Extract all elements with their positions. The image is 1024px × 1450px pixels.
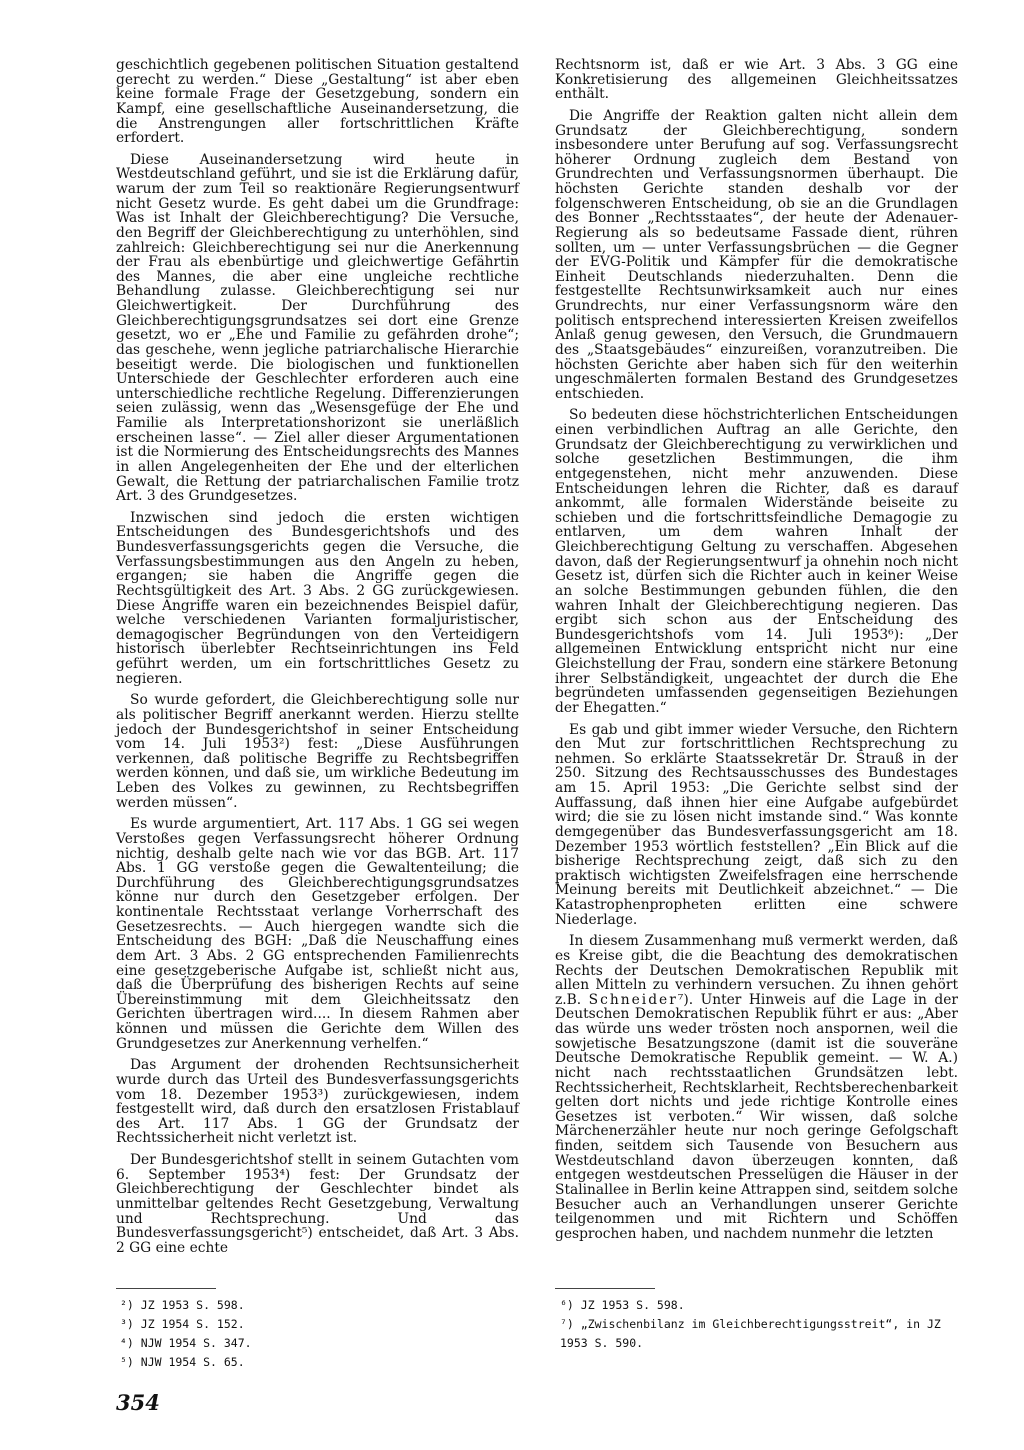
footnote: ²) JZ 1953 S. 598. <box>120 1298 245 1312</box>
paragraph-text: In diesem Zusammenhang muß vermerkt werden, daß es Kreise gibt, die die Beachtung des demokratischen Rechts der Deutschen Demokratischen Republik mit allen Mitteln zu verhindern versuchen. Zu ihnen gehört z.B. <box>555 933 958 1008</box>
paragraph: geschichtlich gegebenen politischen Situation gestaltend gerecht zu werden.“ Diese „Gestaltung“ ist aber eben keine formale Frage der Gesetzgebung, sondern ein Kampf, eine gesellschaftliche Auseinandersetzung, die die Anstrengungen aller fortschrittlichen Kräfte erfordert. <box>116 57 519 147</box>
paragraph: Diese Auseinandersetzung wird heute in Westdeutschland geführt, und sie ist die Erklärung dafür, warum der zum Teil so reaktionäre Regierungsentwurf nicht Gesetz wurde. Es geht dabei um die Grundfrage: Was ist Inhalt der Gleichberechtigung? Die Versuche, den Begriff der Gleichberechtigung zu unterhöhlen, sind zahlreich: Gleichberechtigung sei nur die Anerkennung der Frau als ebenbürtige und gleichwertige Gefährtin des Mannes, die aber eine ungleiche rechtliche Behandlung zulasse. Gleichberechtigung sei nur Gleichwertigkeit. Der Durchführung des Gleichberechtigungsgrundsatzes sei dort eine Grenze gesetzt, wo er „Ehe und Familie zu gefährden drohe“; das geschehe, wenn jegliche patriarchalische Hierarchie beseitigt werde. Die biologischen und funktionellen Unterschiede der Geschlechter erforderen auch eine unterschiedliche rechtliche Regelung. Differenzierungen seien zulässig, wenn das „Wesensgefüge der Ehe und Familie als Interpretationshorizont sie unerläßlich erscheinen lasse“. — Ziel aller dieser Argumentationen ist die Normierung des Entscheidungsrechts des Mannes in allen Angelegenheiten der Ehe und der elterlichen Gewalt, die Rettung der patriarchalischen Familie trotz Art. 3 des Grundgesetzes. <box>116 151 519 505</box>
page-number: 354 <box>116 1390 160 1415</box>
paragraph: So bedeuten diese höchstrichterlichen Entscheidungen einen verbindlichen Auftrag an alle Gerichte, den Grundsatz der Gleichberechtigung zu verwirklichen und solche gesetzlichen Bestimmungen, die ihm entgegenstehen, nicht mehr anzuwenden. Diese Entscheidungen lehren die Richter, daß es darauf ankommt, alle formalen Widerstände beiseite zu schieben und die fortschrittsfeindliche Demagogie zu entlarven, um dem wahren Inhalt der Gleichberechtigung Geltung zu verschaffen. Abgesehen davon, daß der Regierungsentwurf ja ohnehin noch nicht Gesetz ist, dürfen sich die Richter auch in keiner Weise an solche Bestimmungen gebunden fühlen, die den wahren Inhalt der Gleichberechtigung negieren. Das ergibt sich schon aus der Entscheidung des Bundesgerichtshofs vom 14. Juli 1953⁶): „Der allgemeinen Entwicklung entspricht nicht nur eine Gleichstellung der Frau, sondern eine stärkere Betonung ihrer Selbständigkeit, ungeachtet der durch die Ehe begründeten umfassenden gegenseitigen Beziehungen der Ehegatten.“ <box>555 407 958 716</box>
footnote-rule <box>555 1288 655 1289</box>
right-column <box>555 58 958 1248</box>
paragraph: Inzwischen sind jedoch die ersten wichtigen Entscheidungen des Bundesgerichtshofs und des Bundesverfassungsgerichts gegen die Versuche, die Verfassungsbestimmungen aus den Angeln zu heben, ergangen; sie haben die Angriffe gegen die Rechtsgültigkeit des Art. 3 Abs. 2 GG zurückgewiesen. Diese Angriffe waren ein bezeichnendes Beispiel dafür, welche verschiedenen Varianten formaljuristischer, demagogischer Begründungen von den Verteidigern historisch überlebter Rechtseinrichtungen ins Feld geführt werden, um ein fortschrittliches Gesetz zu negieren. <box>116 509 519 687</box>
footnote: ⁶) JZ 1953 S. 598. <box>560 1298 685 1312</box>
footnotes-left <box>120 1296 252 1372</box>
left-column <box>116 58 519 1262</box>
paragraph: Es wurde argumentiert, Art. 117 Abs. 1 GG sei wegen Verstoßes gegen Verfassungsrecht höherer Ordnung nichtig, deshalb gelte nach wie vor das BGB. Art. 117 Abs. 1 GG verstoße gegen die Gewaltenteilung; die Durchführung des Gleichberechtigungsgrundsatzes könne nur durch den Gesetzgeber erfolgen. Der kontinentale Rechtsstaat verlange Vorherrschaft des Gesetzesrechts. — Auch hiergegen wandte sich die Entscheidung des BGH: „Daß die Neuschaffung eines dem Art. 3 Abs. 2 GG entsprechenden Familienrechts eine gesetzgeberische Aufgabe ist, schließt nicht aus, daß die Überprüfung des bisherigen Rechts auf seine Übereinstimmung mit dem Gleichheitssatz den Gerichten übertragen wird.... In diesem Rahmen aber können und müssen die Gerichte dem Willen des Grundgesetzes zur Anerkennung verhelfen.“ <box>116 816 519 1052</box>
footnote: ⁴) NJW 1954 S. 347. <box>120 1336 252 1350</box>
author-name: Schneider <box>588 991 678 1008</box>
paragraph: So wurde gefordert, die Gleichberechtigung solle nur als politischer Begriff anerkannt werden. Hierzu stellte jedoch der Bundesgerichtshof in seiner Entscheidung vom 14. Juli 1953²) fest: „Diese Ausführungen verkennen, daß politische Begriffe zu Rechtsbegriffen werden können, und daß sie, um wirkliche Bedeutung im Leben des Volkes zu gewinnen, zu Rechtsbegriffen werden müssen“. <box>116 692 519 811</box>
paragraph <box>555 934 958 1241</box>
paragraph: Es gab und gibt immer wieder Versuche, den Richtern den Mut zur fortschrittlichen Rechtsprechung zu nehmen. So erklärte Staatssekretär Dr. Strauß in der 250. Sitzung des Rechtsausschusses des Bundestages am 15. April 1953: „Die Gerichte selbst sind der Auffassung, daß ihnen hier eine Aufgabe aufgebürdet wird; die sie zu lösen nicht imstande sind.“ Was konnte demgegenüber das Bundesverfassungsgericht am 18. Dezember 1953 wörtlich feststellen? „Ein Blick auf die bisherige Rechtsprechung zeigt, daß sich zu den praktisch wichtigsten Zweifelsfragen eine herrschende Meinung bereits mit Deutlichkeit abzeichnet.“ — Die Katastrophenpropheten erlitten eine schwere Niederlage. <box>555 721 958 928</box>
footnote: ⁵) NJW 1954 S. 65. <box>120 1355 245 1369</box>
footnote: ⁷) „Zwischenbilanz im Gleichberechtigungsstreit“, in JZ 1953 S. 590. <box>560 1317 941 1350</box>
footnotes-right <box>560 1296 960 1353</box>
paragraph: Rechtsnorm ist, daß er wie Art. 3 Abs. 3 GG eine Konkretisierung des allgemeinen Gleichheitssatzes enthält. <box>555 57 958 103</box>
paragraph: Das Argument der drohenden Rechtsunsicherheit wurde durch das Urteil des Bundesverfassungsgerichts vom 18. Dezember 1953³) zurückgewiesen, indem festgestellt wird, daß durch den ersatzlosen Fristablauf des Art. 117 Abs. 1 GG der Grundsatz der Rechtssicherheit nicht verletzt ist. <box>116 1057 519 1147</box>
paragraph: Der Bundesgerichtshof stellt in seinem Gutachten vom 6. September 1953⁴) fest: Der Grundsatz der Gleichberechtigung der Geschlechter bindet als unmittelbar geltendes Recht Gesetzgebung, Verwaltung und Rechtsprechung. Und das Bundesverfassungsgericht⁵) entscheidet, daß Art. 3 Abs. 2 GG eine echte <box>116 1152 519 1256</box>
footnote: ³) JZ 1954 S. 152. <box>120 1317 245 1331</box>
footnote-rule <box>116 1288 216 1289</box>
paragraph-text: ⁷). Unter Hinweis auf die Lage in der Deutschen Demokratischen Republik führt er aus: „Aber das würde uns weder trösten noch anspornen, weil die sowjetische Besatzungszone (damit ist die souveräne Deutsche Demokratische Republik gemeint. — W. A.) nicht nach rechtsstaatlichen Grundsätzen lebt. Rechtssicherheit, Rechtsklarheit, Rechtsberechenbarkeit gelten dort nichts und jede richtige Kontrolle eines Gesetzes ist verboten.“ Wir wissen, daß solche Märchenerzähler heute nur noch geringe Gefolgschaft finden, seitdem sich Tausende von Besuchern aus Westdeutschland davon überzeugen konnten, daß entgegen westdeutschen Presselügen die Häuser in der Stalinallee in Berlin keine Attrappen sind, seitdem solche Besucher auch an Verhandlungen unserer Gerichte teilgenommen und mit Richtern und Schöffen gesprochen haben, und nachdem nunmehr die letzten <box>555 991 958 1242</box>
paragraph: Die Angriffe der Reaktion galten nicht allein dem Grundsatz der Gleichberechtigung, sondern insbesondere unter Berufung auf sog. Verfassungsrecht höherer Ordnung zugleich dem Bestand von Grundrechten und Verfassungsnormen überhaupt. Die höchsten Gerichte standen deshalb vor der folgenschweren Entscheidung, ob sie an die Grundlagen des Bonner „Rechtsstaates“, der heute der Adenauer-Regierung als so bedeutsame Fassade dient, rühren sollten, um — unter Verfassungsbrüchen — die Gegner der EVG-Politik und Kämpfer für die demokratische Einheit Deutschlands niederzuhalten. Denn die festgestellte Rechtsunwirksamkeit auch nur eines Grundrechts, nur einer Verfassungsnorm wäre den politisch entsprechend interessierten Kreisen zweifellos Anlaß genug gewesen, den Versuch, die Grundmauern des „Staatsgebäudes“ einzureißen, voranzutreiben. Die höchsten Gerichte aber haben sich für den weiterhin ungeschmälerten formalen Bestand des Grundgesetzes entschieden. <box>555 107 958 402</box>
